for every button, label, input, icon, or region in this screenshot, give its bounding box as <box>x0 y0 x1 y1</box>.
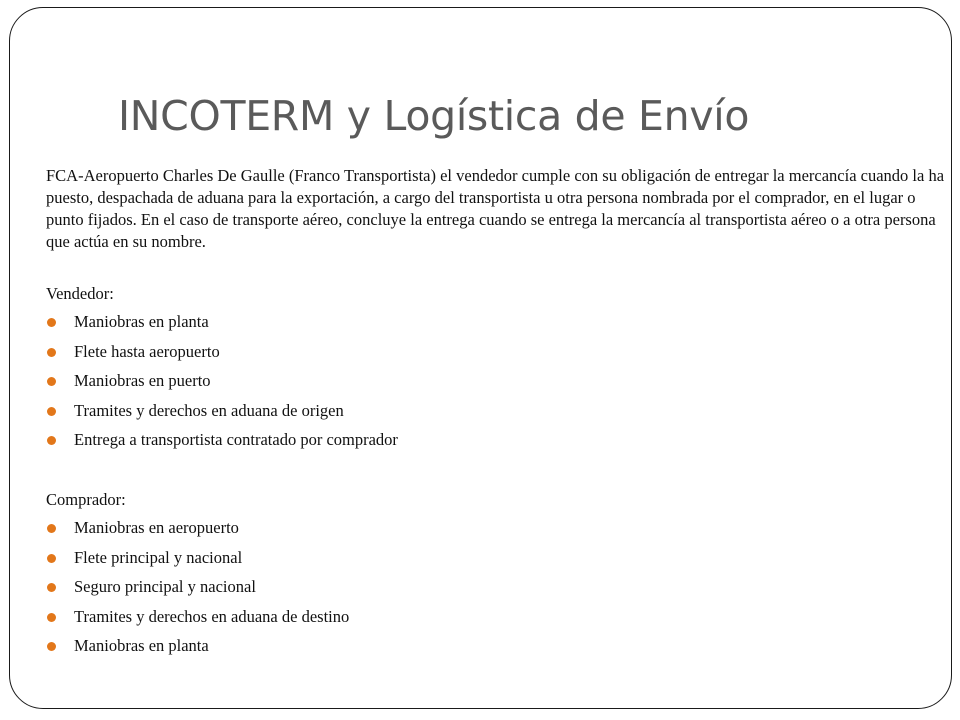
seller-list <box>46 311 398 459</box>
list-item <box>46 311 398 341</box>
list-item <box>46 341 398 371</box>
list-item <box>46 547 349 577</box>
bullet-dot-icon <box>47 554 56 563</box>
slide-frame <box>9 7 952 709</box>
list-item-text: Maniobras en aeropuerto <box>74 518 239 537</box>
buyer-list <box>46 517 349 665</box>
intro-paragraph: FCA-Aeropuerto Charles De Gaulle (Franco Transportista) el vendedor cumple con su obligación de entregar la mercancía cuando la ha puesto, despachada de aduana para la exportación, a cargo del transportista u otra persona nombrada por el comprador, en el lugar o punto fijados. En el caso de transporte aéreo, concluye la entrega cuando se entrega la mercancía al transportista aéreo o a otra persona que actúa en su nombre. <box>46 166 945 251</box>
list-item-text: Maniobras en puerto <box>74 371 211 390</box>
slide-title: INCOTERM y Logística de Envío <box>118 92 750 140</box>
list-item <box>46 576 349 606</box>
list-item-text: Tramites y derechos en aduana de origen <box>74 400 344 420</box>
list-item <box>46 429 398 459</box>
bullet-dot-icon <box>47 524 56 533</box>
list-item-text: Entrega a transportista contratado por comprador <box>74 430 398 449</box>
bullet-dot-icon <box>47 348 56 357</box>
list-item-text: Flete hasta aeropuerto <box>74 341 220 361</box>
list-item-text: Maniobras en planta <box>74 636 209 655</box>
list-item-text: Maniobras en planta <box>74 312 209 331</box>
list-item-text: Tramites y derechos en aduana de destino <box>74 606 350 626</box>
list-item-text: Seguro principal y nacional <box>74 577 256 596</box>
buyer-label: Comprador: <box>46 490 126 509</box>
bullet-dot-icon <box>47 377 56 386</box>
bullet-dot-icon <box>47 407 56 416</box>
list-item <box>46 517 349 547</box>
list-item <box>46 606 349 636</box>
bullet-dot-icon <box>47 642 56 651</box>
bullet-dot-icon <box>47 318 56 327</box>
bullet-dot-icon <box>47 436 56 445</box>
seller-label: Vendedor: <box>46 284 114 303</box>
bullet-dot-icon <box>47 583 56 592</box>
list-item <box>46 635 349 665</box>
list-item <box>46 370 398 400</box>
list-item-text: Flete principal y nacional <box>74 547 243 567</box>
bullet-dot-icon <box>47 613 56 622</box>
list-item <box>46 400 398 430</box>
